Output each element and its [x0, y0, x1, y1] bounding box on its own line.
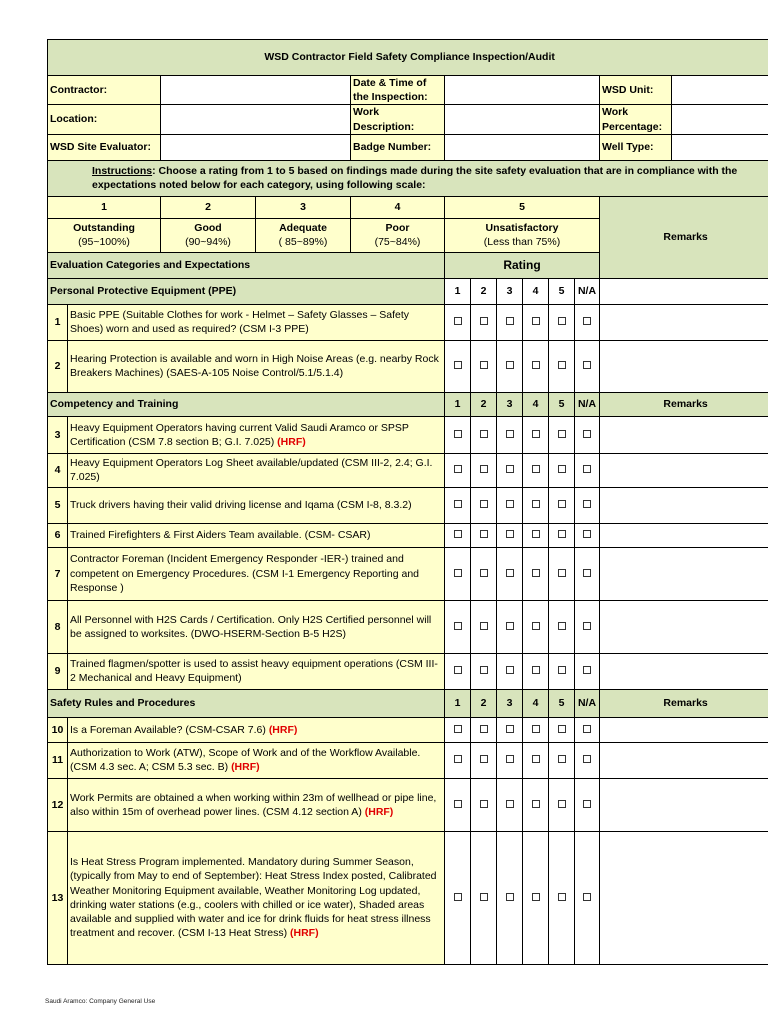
item-description: Is a Foreman Available? (CSM-CSAR 7.6): [70, 723, 269, 736]
item-row-10: [48, 717, 768, 742]
item-number: 4: [48, 453, 68, 487]
rating-col-2: 2: [471, 689, 497, 717]
checkbox-icon[interactable]: [454, 725, 462, 733]
checkbox-icon[interactable]: [506, 725, 514, 733]
checkbox-icon[interactable]: [532, 465, 540, 473]
checkbox-icon[interactable]: [480, 893, 488, 901]
rating-1-checkbox[interactable]: [445, 717, 471, 742]
checkbox-icon[interactable]: [506, 530, 514, 538]
item-row-4: [48, 453, 768, 487]
item-description: Truck drivers having their valid driving license and Iqama (CSM I-8, 8.3.2): [70, 499, 412, 512]
rating-3-checkbox[interactable]: [497, 487, 523, 523]
checkbox-icon[interactable]: [480, 725, 488, 733]
wsd-unit-label: WSD Unit:: [600, 76, 672, 105]
rating-col-1: 1: [445, 392, 471, 416]
checkbox-icon[interactable]: [480, 430, 488, 438]
remarks-field[interactable]: [600, 831, 768, 964]
instructions-text: : Choose a rating from 1 to 5 based on findings made during the site safety evaluation that are in compliance with the expectations noted below for each category, using following scale:: [92, 165, 738, 192]
item-row-2: [48, 340, 768, 392]
rating-na-checkbox[interactable]: [575, 523, 600, 547]
item-description: Hearing Protection is available and worn in High Noise Areas (e.g. nearby Rock Breakers Machines) (SAES-A-105 Noise Control/5.1/5.1.4): [70, 353, 439, 380]
checkbox-icon[interactable]: [454, 317, 462, 325]
well-type-field[interactable]: [672, 134, 768, 160]
checkbox-icon[interactable]: [454, 530, 462, 538]
scale-2-number: 2: [161, 196, 256, 218]
rating-4-checkbox[interactable]: [523, 600, 549, 653]
remarks-header: Remarks: [600, 689, 768, 717]
scale-3-label: [256, 218, 351, 252]
remarks-field[interactable]: [600, 416, 768, 453]
checkbox-icon[interactable]: [558, 500, 566, 508]
scale-3-range: ( 85~89%): [278, 236, 328, 249]
checkbox-icon[interactable]: [480, 569, 488, 577]
work-description-field[interactable]: [445, 105, 600, 134]
rating-5-checkbox[interactable]: [549, 340, 575, 392]
item-number: 1: [48, 304, 68, 340]
rating-1-checkbox[interactable]: [445, 831, 471, 964]
item-row-1: [48, 304, 768, 340]
rating-col-4: 4: [523, 689, 549, 717]
rating-5-checkbox[interactable]: [549, 523, 575, 547]
contractor-field[interactable]: [161, 76, 351, 105]
rating-4-checkbox[interactable]: [523, 453, 549, 487]
checkbox-icon[interactable]: [583, 893, 591, 901]
rating-3-checkbox[interactable]: [497, 523, 523, 547]
remarks-field[interactable]: [600, 547, 768, 600]
item-description: All Personnel with H2S Cards / Certification. Only H2S Certified personnel will be assigned to worksites. (DWO-HSERM-Section B-5 H2S): [70, 613, 432, 640]
rating-4-checkbox[interactable]: [523, 831, 549, 964]
item-row-11: [48, 742, 768, 778]
rating-1-checkbox[interactable]: [445, 416, 471, 453]
rating-5-checkbox[interactable]: [549, 600, 575, 653]
item-text: [68, 653, 445, 689]
checkbox-icon[interactable]: [558, 569, 566, 577]
checkbox-icon[interactable]: [558, 893, 566, 901]
checkbox-icon[interactable]: [532, 666, 540, 674]
rating-1-checkbox[interactable]: [445, 653, 471, 689]
checkbox-icon[interactable]: [583, 755, 591, 763]
remarks-field[interactable]: [600, 653, 768, 689]
rating-2-checkbox[interactable]: [471, 416, 497, 453]
rating-col-3: 3: [497, 392, 523, 416]
rating-col-2: 2: [471, 392, 497, 416]
rating-1-checkbox[interactable]: [445, 600, 471, 653]
rating-3-checkbox[interactable]: [497, 304, 523, 340]
rating-2-checkbox[interactable]: [471, 547, 497, 600]
checkbox-icon[interactable]: [506, 465, 514, 473]
item-number: 12: [48, 778, 68, 831]
rating-na-checkbox[interactable]: [575, 600, 600, 653]
item-row-6: [48, 523, 768, 547]
item-row-8: [48, 600, 768, 653]
item-description: Contractor Foreman (Incident Emergency Responder -IER-) trained and competent on Emergency Procedures. (CSM I-1 Emergency Reporting and Response ): [70, 553, 419, 594]
hrf-tag: (HRF): [277, 435, 306, 448]
checkbox-icon[interactable]: [454, 755, 462, 763]
rating-3-checkbox[interactable]: [497, 547, 523, 600]
item-text: [68, 416, 445, 453]
hrf-tag: (HRF): [231, 761, 260, 774]
scale-5-name: Unsatisfactory: [485, 222, 559, 235]
checkbox-icon[interactable]: [454, 666, 462, 674]
rating-col-5: 5: [549, 278, 575, 304]
checkbox-icon[interactable]: [532, 530, 540, 538]
date-time-label: Date & Time of the Inspection:: [351, 76, 445, 105]
remarks-field[interactable]: [600, 600, 768, 653]
checkbox-icon[interactable]: [506, 893, 514, 901]
rating-na-checkbox[interactable]: [575, 717, 600, 742]
remarks-field[interactable]: [600, 304, 768, 340]
rating-4-checkbox[interactable]: [523, 717, 549, 742]
item-text: [68, 831, 445, 964]
checkbox-icon[interactable]: [454, 893, 462, 901]
rating-2-checkbox[interactable]: [471, 653, 497, 689]
item-number: 10: [48, 717, 68, 742]
work-description-label: Work Description:: [351, 105, 445, 134]
checkbox-icon[interactable]: [480, 622, 488, 630]
rating-2-checkbox[interactable]: [471, 778, 497, 831]
checkbox-icon[interactable]: [480, 500, 488, 508]
rating-na-checkbox[interactable]: [575, 416, 600, 453]
section-ppe: Personal Protective Equipment (PPE): [48, 278, 445, 304]
item-row-13: [48, 831, 768, 964]
checkbox-icon[interactable]: [506, 800, 514, 808]
rating-5-checkbox[interactable]: [549, 487, 575, 523]
rating-col-na: N/A: [575, 278, 600, 304]
rating-na-checkbox[interactable]: [575, 487, 600, 523]
checkbox-icon[interactable]: [558, 666, 566, 674]
remarks-field[interactable]: [600, 717, 768, 742]
rating-4-checkbox[interactable]: [523, 340, 549, 392]
item-text: [68, 340, 445, 392]
work-percentage-label: Work Percentage:: [600, 105, 672, 134]
checkbox-icon[interactable]: [583, 530, 591, 538]
inspection-form-table: [47, 39, 768, 965]
scale-5-label: [445, 218, 600, 252]
checkbox-icon[interactable]: [454, 800, 462, 808]
checkbox-icon[interactable]: [454, 500, 462, 508]
rating-na-checkbox[interactable]: [575, 453, 600, 487]
checkbox-icon[interactable]: [506, 622, 514, 630]
rating-na-checkbox[interactable]: [575, 547, 600, 600]
rating-5-checkbox[interactable]: [549, 831, 575, 964]
checkbox-icon[interactable]: [454, 569, 462, 577]
rating-3-checkbox[interactable]: [497, 416, 523, 453]
rating-col-1: 1: [445, 278, 471, 304]
checkbox-icon[interactable]: [532, 725, 540, 733]
checkbox-icon[interactable]: [558, 755, 566, 763]
rating-4-checkbox[interactable]: [523, 304, 549, 340]
rating-na-checkbox[interactable]: [575, 653, 600, 689]
hrf-tag: (HRF): [290, 927, 319, 940]
checkbox-icon[interactable]: [506, 317, 514, 325]
rating-na-checkbox[interactable]: [575, 304, 600, 340]
instructions-label: Instructions: [92, 165, 153, 178]
remarks-header: Remarks: [600, 392, 768, 416]
form-title: WSD Contractor Field Safety Compliance Inspection/Audit: [48, 40, 768, 76]
rating-na-checkbox[interactable]: [575, 742, 600, 778]
checkbox-icon[interactable]: [583, 465, 591, 473]
rating-2-checkbox[interactable]: [471, 340, 497, 392]
checkbox-icon[interactable]: [532, 755, 540, 763]
remarks-field[interactable]: [600, 523, 768, 547]
scale-4-name: Poor: [385, 222, 410, 235]
rating-5-checkbox[interactable]: [549, 304, 575, 340]
eval-categories-header: Evaluation Categories and Expectations: [48, 252, 445, 278]
item-text: [68, 487, 445, 523]
rating-2-checkbox[interactable]: [471, 304, 497, 340]
rating-1-checkbox[interactable]: [445, 778, 471, 831]
work-percentage-field[interactable]: [672, 105, 768, 134]
item-description: Authorization to Work (ATW), Scope of Work and of the Workflow Available. (CSM 4.3 sec. A; CSM 5.3 sec. B): [70, 747, 421, 774]
checkbox-icon[interactable]: [506, 569, 514, 577]
item-description: Trained flagmen/spotter is used to assist heavy equipment operations (CSM III-2 Mechanical and Heavy Equipment): [70, 658, 438, 685]
checkbox-icon[interactable]: [532, 317, 540, 325]
scale-1-number: 1: [48, 196, 161, 218]
checkbox-icon[interactable]: [454, 361, 462, 369]
item-number: 5: [48, 487, 68, 523]
scale-3-name: Adequate: [279, 222, 327, 235]
scale-1-label: [48, 218, 161, 252]
rating-5-checkbox[interactable]: [549, 653, 575, 689]
rating-col-na: N/A: [575, 392, 600, 416]
checkbox-icon[interactable]: [532, 622, 540, 630]
scale-4-number: 4: [351, 196, 445, 218]
item-number: 11: [48, 742, 68, 778]
scale-4-label: [351, 218, 445, 252]
scale-2-label: [161, 218, 256, 252]
checkbox-icon[interactable]: [506, 666, 514, 674]
rating-5-checkbox[interactable]: [549, 717, 575, 742]
rating-3-checkbox[interactable]: [497, 831, 523, 964]
rating-col-5: 5: [549, 689, 575, 717]
remarks-header: Remarks: [600, 196, 768, 278]
date-time-field[interactable]: [445, 76, 600, 105]
section-competency: Competency and Training: [48, 392, 445, 416]
checkbox-icon[interactable]: [480, 361, 488, 369]
badge-number-field[interactable]: [445, 134, 600, 160]
item-text: [68, 523, 445, 547]
section-safety-rules: Safety Rules and Procedures: [48, 689, 445, 717]
item-description: Heavy Equipment Operators Log Sheet available/updated (CSM III-2, 2.4; G.I. 7.025): [70, 457, 433, 484]
item-text: [68, 453, 445, 487]
item-number: 6: [48, 523, 68, 547]
rating-4-checkbox[interactable]: [523, 653, 549, 689]
rating-na-checkbox[interactable]: [575, 340, 600, 392]
rating-col-5: 5: [549, 392, 575, 416]
rating-5-checkbox[interactable]: [549, 547, 575, 600]
item-description: Heavy Equipment Operators having current Valid Saudi Aramco or SPSP Certification (CSM 7.8 section B; G.I. 7.025): [70, 421, 409, 448]
item-number: 7: [48, 547, 68, 600]
item-number: 8: [48, 600, 68, 653]
checkbox-icon[interactable]: [583, 361, 591, 369]
checkbox-icon[interactable]: [583, 800, 591, 808]
checkbox-icon[interactable]: [558, 725, 566, 733]
item-description: Is Heat Stress Program implemented. Mandatory during Summer Season, (typically from May to end of September): Heat Stress Index posted, Calibrated Weather Monitoring Equipment available, Weather Monitoring Log updated, drinking water stations (e.g., coolers with chilled or ice water), Shaded areas available and supplied with water and ice for drink fluids for heat stress illness treatment and recover. (CSM I-13 Heat Stress): [70, 856, 437, 940]
rating-1-checkbox[interactable]: [445, 304, 471, 340]
checkbox-icon[interactable]: [558, 430, 566, 438]
remarks-field[interactable]: [600, 742, 768, 778]
scale-2-range: (90~94%): [185, 236, 231, 249]
remarks-field[interactable]: [600, 340, 768, 392]
checkbox-icon[interactable]: [558, 530, 566, 538]
scale-1-range: (95~100%): [78, 236, 130, 249]
rating-3-checkbox[interactable]: [497, 340, 523, 392]
item-row-9: [48, 653, 768, 689]
rating-2-checkbox[interactable]: [471, 831, 497, 964]
item-number: 2: [48, 340, 68, 392]
hrf-tag: (HRF): [268, 723, 298, 736]
scale-3-number: 3: [256, 196, 351, 218]
rating-3-checkbox[interactable]: [497, 653, 523, 689]
rating-3-checkbox[interactable]: [497, 453, 523, 487]
item-row-7: [48, 547, 768, 600]
rating-col-4: 4: [523, 278, 549, 304]
checkbox-icon[interactable]: [532, 893, 540, 901]
rating-3-checkbox[interactable]: [497, 778, 523, 831]
checkbox-icon[interactable]: [583, 317, 591, 325]
item-text: [68, 547, 445, 600]
rating-2-checkbox[interactable]: [471, 742, 497, 778]
site-evaluator-field[interactable]: [161, 134, 351, 160]
hrf-tag: (HRF): [364, 805, 394, 818]
checkbox-icon[interactable]: [558, 800, 566, 808]
rating-col-2: 2: [471, 278, 497, 304]
well-type-label: Well Type:: [600, 134, 672, 160]
rating-1-checkbox[interactable]: [445, 487, 471, 523]
checkbox-icon[interactable]: [532, 569, 540, 577]
badge-number-label: Badge Number:: [351, 134, 445, 160]
rating-na-checkbox[interactable]: [575, 778, 600, 831]
checkbox-icon[interactable]: [480, 317, 488, 325]
footer-classification: Saudi Aramco: Company General Use: [45, 998, 156, 1005]
instructions: [48, 160, 768, 196]
item-description: Basic PPE (Suitable Clothes for work - Helmet – Safety Glasses – Safety Shoes) worn and used as required? (CSM I-3 PPE): [70, 309, 410, 336]
rating-3-checkbox[interactable]: [497, 717, 523, 742]
checkbox-icon[interactable]: [480, 800, 488, 808]
checkbox-icon[interactable]: [454, 622, 462, 630]
checkbox-icon[interactable]: [583, 430, 591, 438]
checkbox-icon[interactable]: [558, 361, 566, 369]
contractor-label: Contractor:: [48, 76, 161, 105]
rating-2-checkbox[interactable]: [471, 453, 497, 487]
item-text: [68, 778, 445, 831]
checkbox-icon[interactable]: [532, 430, 540, 438]
scale-2-name: Good: [194, 222, 222, 235]
rating-5-checkbox[interactable]: [549, 416, 575, 453]
checkbox-icon[interactable]: [583, 725, 591, 733]
rating-1-checkbox[interactable]: [445, 523, 471, 547]
scale-5-range: (Less than 75%): [483, 236, 561, 249]
checkbox-icon[interactable]: [506, 755, 514, 763]
rating-4-checkbox[interactable]: [523, 523, 549, 547]
scale-4-range: (75~84%): [374, 236, 421, 249]
checkbox-icon[interactable]: [558, 465, 566, 473]
item-number: 9: [48, 653, 68, 689]
remarks-field[interactable]: [600, 487, 768, 523]
rating-4-checkbox[interactable]: [523, 487, 549, 523]
rating-4-checkbox[interactable]: [523, 742, 549, 778]
checkbox-icon[interactable]: [583, 569, 591, 577]
rating-2-checkbox[interactable]: [471, 600, 497, 653]
checkbox-icon[interactable]: [532, 500, 540, 508]
scale-5-number: 5: [445, 196, 600, 218]
checkbox-icon[interactable]: [532, 361, 540, 369]
checkbox-icon[interactable]: [532, 800, 540, 808]
rating-2-checkbox[interactable]: [471, 717, 497, 742]
checkbox-icon[interactable]: [480, 755, 488, 763]
rating-col-3: 3: [497, 278, 523, 304]
rating-1-checkbox[interactable]: [445, 340, 471, 392]
item-text: [68, 742, 445, 778]
rating-col-1: 1: [445, 689, 471, 717]
scale-1-name: Outstanding: [73, 222, 135, 235]
rating-5-checkbox[interactable]: [549, 453, 575, 487]
rating-5-checkbox[interactable]: [549, 778, 575, 831]
item-text: [68, 600, 445, 653]
rating-col-na: N/A: [575, 689, 600, 717]
item-number: 13: [48, 831, 68, 964]
rating-na-checkbox[interactable]: [575, 831, 600, 964]
rating-col-3: 3: [497, 689, 523, 717]
checkbox-icon[interactable]: [480, 465, 488, 473]
rating-2-checkbox[interactable]: [471, 487, 497, 523]
item-row-3: [48, 416, 768, 453]
item-text: [68, 304, 445, 340]
checkbox-icon[interactable]: [558, 622, 566, 630]
location-field[interactable]: [161, 105, 351, 134]
checkbox-icon[interactable]: [558, 317, 566, 325]
checkbox-icon[interactable]: [454, 430, 462, 438]
rating-3-checkbox[interactable]: [497, 742, 523, 778]
checkbox-icon[interactable]: [506, 500, 514, 508]
rating-col-4: 4: [523, 392, 549, 416]
location-label: Location:: [48, 105, 161, 134]
remarks-field[interactable]: [600, 778, 768, 831]
rating-1-checkbox[interactable]: [445, 453, 471, 487]
item-description: Work Permits are obtained a when working within 23m of wellhead or pipe line, also within 15m of overhead power lines. (CSM 4.12 section A): [70, 791, 437, 818]
checkbox-icon[interactable]: [480, 530, 488, 538]
site-evaluator-label: WSD Site Evaluator:: [48, 134, 161, 160]
item-row-5: [48, 487, 768, 523]
rating-1-checkbox[interactable]: [445, 742, 471, 778]
checkbox-icon[interactable]: [480, 666, 488, 674]
item-number: 3: [48, 416, 68, 453]
rating-4-checkbox[interactable]: [523, 416, 549, 453]
rating-4-checkbox[interactable]: [523, 547, 549, 600]
rating-5-checkbox[interactable]: [549, 742, 575, 778]
checkbox-icon[interactable]: [506, 361, 514, 369]
checkbox-icon[interactable]: [506, 430, 514, 438]
rating-3-checkbox[interactable]: [497, 600, 523, 653]
remarks-field[interactable]: [600, 453, 768, 487]
wsd-unit-field[interactable]: [672, 76, 768, 105]
checkbox-icon[interactable]: [583, 622, 591, 630]
rating-2-checkbox[interactable]: [471, 523, 497, 547]
item-text: [68, 717, 445, 742]
checkbox-icon[interactable]: [583, 666, 591, 674]
checkbox-icon[interactable]: [454, 465, 462, 473]
checkbox-icon[interactable]: [583, 500, 591, 508]
rating-header: Rating: [445, 252, 600, 278]
rating-1-checkbox[interactable]: [445, 547, 471, 600]
rating-4-checkbox[interactable]: [523, 778, 549, 831]
item-row-12: [48, 778, 768, 831]
item-description: Trained Firefighters & First Aiders Team available. (CSM- CSAR): [70, 529, 371, 542]
